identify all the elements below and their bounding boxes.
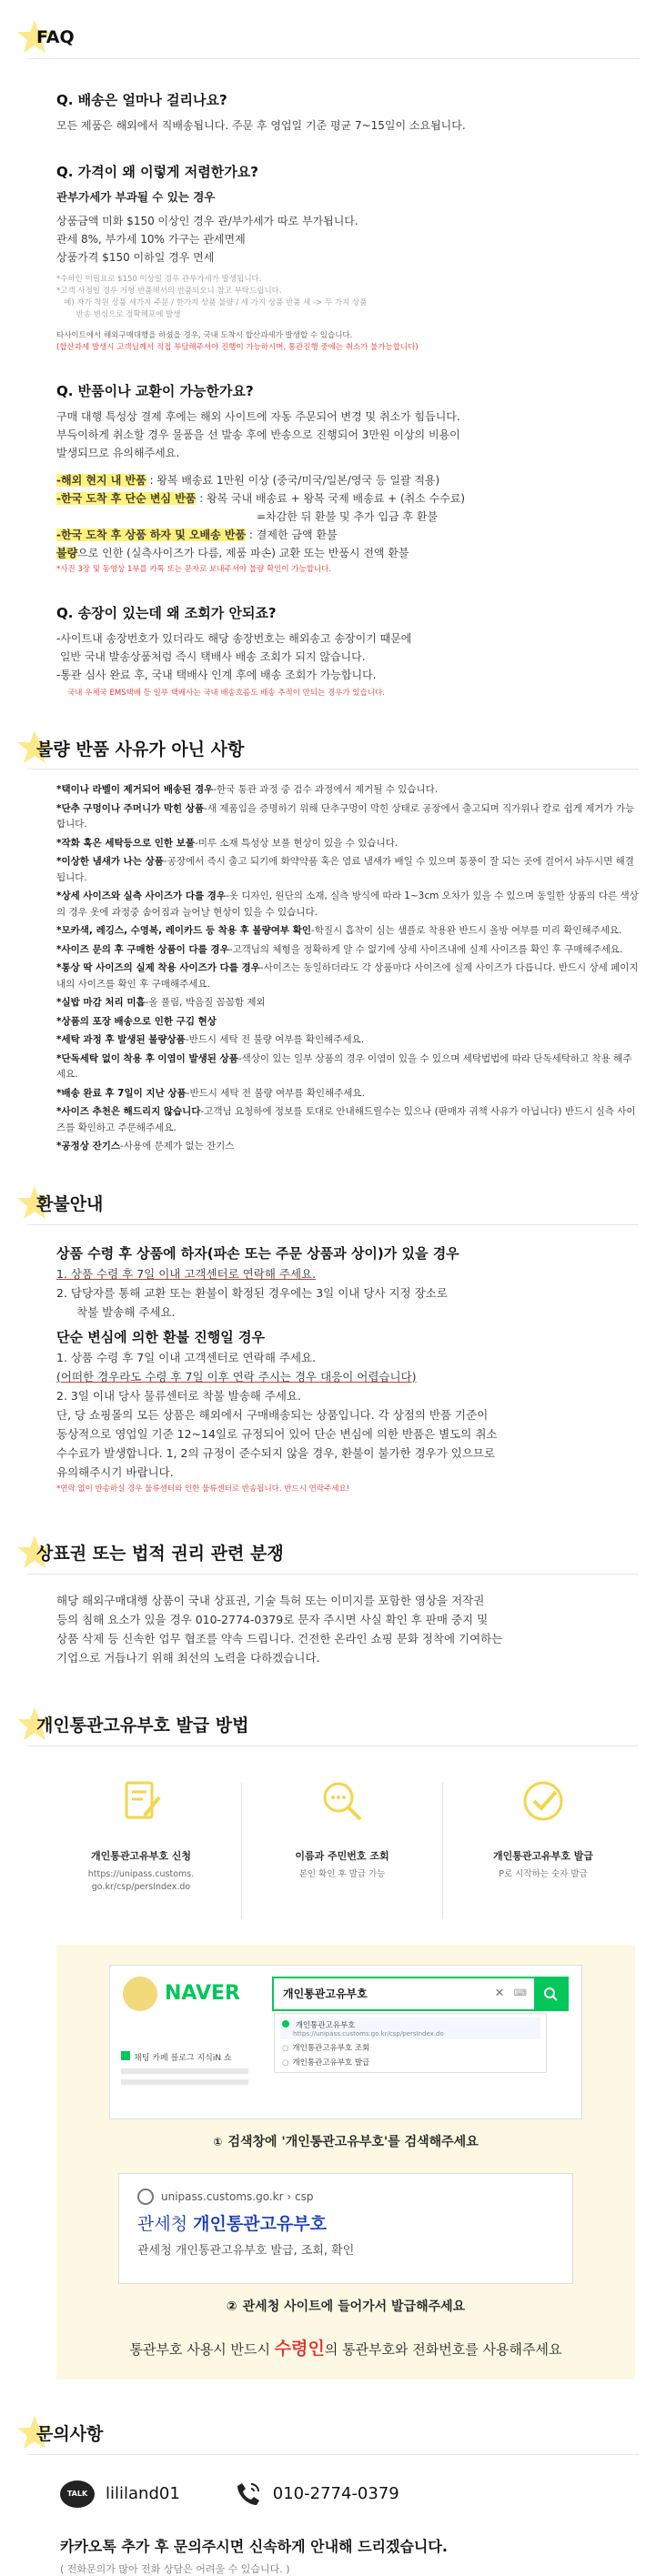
non-refund-list <box>0 770 666 1155</box>
non-refund-item-text: -고객님 요청하에 정보를 토대로 안내해드릴수는 있으나 (판매자 귀책 사유가 아닙니다) 반드시 실측 사이즈를 확인하고 주문해주세요. <box>56 1106 636 1133</box>
non-refund-item <box>56 836 639 852</box>
naver-suggest-item[interactable]: ○ 개인통관고유부호 발급 <box>282 2058 370 2068</box>
customs-step-issue <box>466 1774 621 1919</box>
non-refund-item-title: *이상한 냄새가 나는 상품 <box>56 856 164 867</box>
faq-q3-item: 불량으로 인한 (실측사이즈가 다름, 제품 파손) 교환 또는 반품시 전액 환불 <box>56 547 409 559</box>
guide-step2-caption: ② 관세청 사이트에 들어가서 발급해주세요 <box>226 2299 466 2314</box>
faq-q3-item: -한국 도착 후 상품 하자 및 오배송 반품 : 결제한 금액 환불 <box>56 528 338 541</box>
naver-suggest-item[interactable]: ○ 개인통관고유부호 조회 <box>282 2043 370 2053</box>
unipass-url[interactable]: unipass.customs.go.kr › csp <box>161 2189 314 2203</box>
refund-heading-defect: 상품 수령 후 상품에 하자(파손 또는 주문 상품과 상이)가 있을 경우 <box>56 1244 459 1262</box>
customs-step-sub: go.kr/csp/persIndex.do <box>91 1881 191 1892</box>
refund-header <box>0 1182 666 1224</box>
naver-search-screenshot <box>109 1965 582 2119</box>
non-refund-item <box>56 942 639 959</box>
refund-step: (어떠한 경우라도 수령 후 7일 이후 연락 주시는 경우 대응이 어렵습니다) <box>56 1369 417 1384</box>
contact-title: 문의사항 <box>36 2424 104 2444</box>
non-refund-item-text: -색상이 있는 일부 상품의 경우 이염이 있을 수 있으며 세탁법법에 따라 단독세탁하고 착용 해주세요. <box>56 1052 632 1080</box>
non-refund-item-title: *사이즈 추천은 해드리지 않습니다 <box>56 1106 201 1117</box>
faq-body <box>0 59 666 699</box>
faq-q2-note: *수하인 미필요로 $150 이상일 경우 관부가세가 발생됩니다. <box>56 275 262 284</box>
rights-body <box>0 1575 666 1667</box>
faq-header <box>0 16 666 58</box>
faq-q4-line: -통관 심사 완료 후, 국내 택배사 인계 후에 배송 조회가 가능합니다. <box>56 669 377 681</box>
refund-detail: 동상적으로 영업일 기준 12~14일로 규정되어 있어 단순 변심에 의한 반품은 별도의 취소 <box>56 1426 498 1441</box>
customs-guide <box>56 1945 635 2380</box>
faq-q3-item-sub: =차감한 뒤 환불 및 추가 입금 후 환불 <box>257 510 439 523</box>
refund-heading-change: 단순 변심에 의한 환불 진행일 경우 <box>56 1328 265 1345</box>
non-refund-item-text: -올 풀림, 박음질 꼼꼼함 제외 <box>145 997 266 1008</box>
faq-q3-intro: 구매 대행 특성상 결제 후에는 해외 사이트에 자동 주문되어 변경 및 취소가 힘듭니다. <box>56 410 460 423</box>
non-refund-item-title: *단독세탁 없이 착용 후 이염이 발생된 상품 <box>56 1052 238 1064</box>
naver-suggest-item[interactable]: 개인통관고유부호 https://unipass.customs.go.kr/csp/persIndex.do <box>280 2018 540 2039</box>
non-refund-item-title: *택이나 라벨이 제거되어 배송된 경우 <box>56 784 214 795</box>
non-refund-item-title: *공정상 잔기스 <box>56 1141 121 1152</box>
phone-contact[interactable] <box>235 2480 399 2508</box>
non-refund-item <box>56 961 639 992</box>
unipass-result-screenshot <box>118 2173 573 2284</box>
unipass-desc: 관세청 개인통관고유부호 발급, 조회, 확인 <box>137 2243 355 2258</box>
product-notice-page <box>0 16 666 2575</box>
faq-q3-item: -한국 도착 후 단순 변심 반품 : 왕복 국내 배송료 + 왕복 국제 배송료 + (취소 수수료) <box>56 492 466 505</box>
rights-title: 상표권 또는 법적 권리 관련 분쟁 <box>36 1544 284 1564</box>
refund-step: 2. 담당자를 통해 교환 또는 환불이 확정된 경우에는 3일 이내 당사 지정 장소로 <box>56 1285 448 1300</box>
non-refund-item <box>56 889 639 921</box>
faq-q2-note: *고객 사정일 경우 거형 반품해서의 반품되오니 참고 부탁드립니다. <box>56 287 282 296</box>
non-refund-item <box>56 801 639 833</box>
non-refund-item-text: -고객님의 체형을 정확하게 알 수 없기에 상세 사이즈내에 실제 사이즈를 확인 후 구매해주세요. <box>228 943 623 955</box>
faq-q3-intro: 발생되므로 유의해주세요. <box>56 447 180 459</box>
non-refund-item <box>56 1086 639 1102</box>
refund-step: 2. 3일 이내 당사 물류센터로 착불 발송해 주세요. <box>56 1388 302 1403</box>
naver-tab-bar <box>121 2079 248 2085</box>
non-refund-item <box>56 1014 639 1031</box>
faq-q2-note: 예) 자가 착원 상품 세가지 주문 / 한가지 상품 불량 / 세 가지 상품 반품 세 -> 두 가지 상품 <box>56 298 368 307</box>
non-refund-item-text: -사이즈는 동일하더라도 각 상품마다 사이즈에 실제 사이즈가 다릅니다. 반드시 상세 페이지내의 사이즈를 확인 후 구매해주세요. <box>56 962 639 990</box>
customs-title: 개인통관고유부호 발급 방법 <box>36 1716 249 1736</box>
non-refund-item-text: -반드시 세탁 전 불량 여부를 확인해주세요. <box>185 1034 365 1045</box>
non-refund-item-text: -사용에 문제가 없는 잔기스 <box>120 1141 235 1152</box>
non-refund-item-title: *통상 딱 사이즈의 실제 착용 사이즈가 다를 경우 <box>56 962 260 973</box>
phone-number: 010-2774-0379 <box>272 2484 399 2503</box>
rights-line: 해당 해외구매대행 상품이 국내 상표권, 기술 특허 또는 이미지를 포함한 영상을 저작권 <box>56 1593 485 1607</box>
kakao-talk-icon: TALK <box>60 2480 95 2508</box>
non-refund-item-title: *모카색, 레깅스, 수영복, 레이카드 등 착용 후 불량여부 확인 <box>56 925 311 936</box>
customs-steps <box>0 1746 666 1919</box>
non-refund-item-title: *단추 구멍이나 주머니가 막힌 상품 <box>56 802 205 814</box>
non-refund-item-title: *배송 완료 후 7일이 지난 상품 <box>56 1087 187 1099</box>
non-refund-item <box>56 923 639 940</box>
customs-step-title: 개인통관고유부호 신청 <box>90 1849 192 1862</box>
customs-step-title: 이름과 주민번호 조회 <box>295 1849 389 1862</box>
customs-step-apply <box>64 1774 218 1919</box>
non-refund-title: 불량 반품 사유가 아닌 사항 <box>36 739 245 760</box>
faq-q2-line: 관세 8%, 부가세 10% 가구는 관세면제 <box>56 233 246 246</box>
rights-line: 상품 삭제 등 신속한 업무 협조를 약속 드립니다. 건전한 온라인 쇼핑 문화 정착에 기여하는 <box>56 1631 503 1645</box>
non-refund-item-text: -한국 통관 과정 중 검수 과정에서 제거될 수 있습니다. <box>213 784 439 795</box>
non-refund-item-text: -옷 디자인, 원단의 소재, 실측 방식에 따라 1~3cm 오차가 있을 수 있으며 동일한 상품의 다른 색상의 경우 옷에 과정중 솜어짐과 늘어날 현상이 있을 수 있습니다. <box>56 891 639 918</box>
search-icon: ○ <box>282 2058 289 2068</box>
kakao-id: lililand01 <box>106 2484 180 2503</box>
faq-q4-title: Q. 송장이 있는데 왜 조회가 안되죠? <box>56 605 277 621</box>
customs-step-title: 개인통관고유부호 발급 <box>492 1849 594 1862</box>
faq-q4-line: 일반 국내 발송상품처럼 즉시 택배사 배송 조회가 되지 않습니다. <box>56 650 366 663</box>
contact-line: 카카오톡 추가 후 문의주시면 신속하게 안내해 드리겠습니다. <box>60 2537 448 2555</box>
check-circle-icon <box>516 1774 570 1828</box>
rights-line: 기업으로 거듭나기 위해 최선의 노력을 다하겠습니다. <box>56 1650 320 1665</box>
faq-q4-note: 국내 우체국 EMS택배 등 일부 택배사는 국내 배송흐름도 배송 추적이 안되는 경우가 있습니다. <box>67 689 385 698</box>
non-refund-item <box>56 854 639 886</box>
refund-detail: 수수료가 발생합니다. 1, 2의 규정이 준수되지 않을 경우, 환불이 불가한 경우가 있으므로 <box>56 1445 496 1460</box>
naver-suggest-icon <box>282 2020 289 2028</box>
faq-q3-note: *사진 3장 및 동영상 1부를 카톡 또는 문자로 보내주셔야 불량 확인이 가능합니다. <box>56 565 332 574</box>
phone-icon <box>235 2480 262 2508</box>
faq-q4-line: -사이트내 송장번호가 있더라도 해당 송장번호는 해외송고 송장이기 때문에 <box>56 632 412 645</box>
faq-q3-intro: 부득이하게 취소할 경우 물품을 선 발송 후에 반송으로 진행되어 3만원 이상의 비용이 <box>56 428 460 441</box>
faq-title: FAQ <box>36 27 75 47</box>
divider <box>442 1783 443 1919</box>
kakao-contact[interactable] <box>60 2480 180 2508</box>
non-refund-item-text: -미루 소재 특성상 보풀 현상이 있을 수 있습니다. <box>194 837 399 849</box>
non-refund-item-title: *세탁 과정 후 발생된 불량상품 <box>56 1034 186 1045</box>
contact-header <box>0 2412 666 2454</box>
recipient-highlight: 수령인 <box>274 2338 325 2359</box>
search-icon <box>315 1774 369 1828</box>
guide-step1-caption: ① 검색창에 '개인통관고유부호'를 검색해주세요 <box>213 2134 479 2149</box>
non-refund-item-title: *상품의 포장 배송으로 인한 구김 현상 <box>56 1015 217 1027</box>
naver-search-box[interactable] <box>272 1977 569 2011</box>
naver-search-button[interactable] <box>534 1978 567 2009</box>
naver-mascot-icon <box>123 1977 157 2011</box>
non-refund-item-text: -공장에서 즉시 출고 되기에 화약약품 혹은 염료 냄새가 배일 수 있으며 통풍이 잘 되는 곳에 걸어서 놔두시면 해결됩니다. <box>56 856 634 883</box>
contact-row <box>0 2455 666 2508</box>
customs-step-sub: https://unipass.customs. <box>87 1868 195 1879</box>
faq-q3-item: -해외 현지 내 반품 : 왕복 배송료 1만원 이상 (중국/미국/일본/영국 등 일괄 적용) <box>56 474 440 487</box>
search-icon: ○ <box>282 2043 289 2053</box>
unipass-title[interactable]: 관세청 개인통관고유부호 <box>137 2213 327 2234</box>
faq-q2-title: Q. 가격이 왜 이렇게 저렴한가요? <box>56 164 258 180</box>
refund-detail: 유의해주시기 바랍니다. <box>56 1464 174 1479</box>
naver-search-input[interactable]: 개인통관고유부호 <box>283 1987 368 2000</box>
naver-logo: NAVER <box>165 1982 240 2005</box>
refund-note: *연락 없이 반송하실 경우 물류센터와 인한 물류센터로 반송됩니다. 반드시 연락주세요! <box>56 1484 350 1494</box>
non-refund-item <box>56 995 639 1011</box>
non-refund-item-title: *작화 혹은 세탁등으로 인한 보풀 <box>56 837 195 849</box>
customs-step-sub: P로 시작하는 숫자 발급 <box>499 1868 588 1879</box>
refund-detail: 단, 당 쇼핑몰의 모든 상품은 해외에서 구매배송되는 상품입니다. 각 상점의 반품 기준이 <box>56 1407 489 1422</box>
customs-header <box>0 1704 666 1746</box>
non-refund-item <box>56 1032 639 1049</box>
non-refund-item <box>56 1052 639 1083</box>
naver-suggest-list <box>274 2013 547 2073</box>
faq-q2-notice: 타사이트에서 해외구매대행을 하셨을 경우, 국내 도착시 합산과세가 발생할 수 있습니다. <box>56 331 353 340</box>
search-icon <box>543 1987 558 2001</box>
faq-q2-line: 상품가격 $150 이하일 경우 면세 <box>56 251 215 264</box>
non-refund-item-title: *상세 사이즈와 실측 사이즈가 다를 경우 <box>56 891 227 901</box>
non-refund-item <box>56 782 639 799</box>
globe-icon <box>137 2189 154 2205</box>
document-edit-icon <box>114 1774 168 1828</box>
guide-footer: 통관부호 사용시 반드시 수령인의 통관부호와 전화번호를 사용해주세요 <box>129 2338 562 2359</box>
non-refund-header <box>0 727 666 769</box>
customs-step-sub: 본인 확인 후 발급 가능 <box>298 1868 386 1879</box>
contact-sub: ( 전화문의가 많아 전화 상담은 어려울 수 있습니다. ) <box>60 2562 290 2575</box>
non-refund-item-text: -새 제품임을 증명하기 위해 단추구멍이 막힌 상태로 공장에서 출고되며 직가위나 칼로 쉽게 제거가 가능합니다. <box>56 802 635 830</box>
refund-body <box>0 1225 666 1495</box>
rights-line: 등의 침해 요소가 있을 경우 010-2774-0379로 문자 주시면 사실 확인 후 판매 중지 및 <box>56 1612 489 1626</box>
faq-q2-notice-red: (합산과세 발생시 고객님께서 직접 부담해주셔야 진행이 가능하시며, 통관진행 중에는 취소가 불가능합니다) <box>56 343 419 352</box>
rights-header <box>0 1532 666 1574</box>
refund-step: 착불 발송해 주세요. <box>76 1304 176 1319</box>
naver-tabs[interactable]: 채팅 카페 블로그 지식iN 쇼 <box>121 2051 257 2085</box>
naver-tab-icon <box>121 2051 130 2060</box>
keyboard-icon[interactable]: ⌨ <box>513 1988 527 1998</box>
faq-q1-title: Q. 배송은 얼마나 걸리나요? <box>56 92 227 108</box>
refund-title: 환불안내 <box>36 1194 104 1214</box>
non-refund-item-text: -반드시 세탁 전 불량 여부를 확인해주세요. <box>186 1087 365 1099</box>
faq-q2-line: 상품금액 미화 $150 이상인 경우 관/부가세가 따로 부가됩니다. <box>56 215 358 227</box>
faq-q3-title: Q. 반품이나 교환이 가능한가요? <box>56 383 254 399</box>
non-refund-item-title: *사이즈 문의 후 구매한 상품이 다를 경우 <box>56 943 229 955</box>
non-refund-item <box>56 1104 639 1136</box>
refund-step: 1. 상품 수령 후 7일 이내 고객센터로 연락해 주세요. <box>56 1266 317 1281</box>
faq-q2-note: 반송 변심으로 정확해포에 발생 <box>56 310 181 319</box>
customs-step-lookup <box>265 1774 419 1919</box>
refund-step: 1. 상품 수령 후 7일 이내 고객센터로 연락해 주세요. <box>56 1350 317 1364</box>
naver-tab-bar <box>121 2068 248 2074</box>
faq-q1-answer: 모든 제품은 해외에서 직배송됩니다. 주문 후 영업일 기준 평균 7~15일이 소요됩니다. <box>56 119 466 132</box>
clear-icon[interactable]: ✕ <box>494 1987 505 2000</box>
non-refund-item-text: -학질시 흡착이 심는 샘플로 착용완 반드시 올방 여부를 미리 확인해주세요. <box>311 925 622 936</box>
divider <box>241 1783 242 1919</box>
faq-q2-subtitle: 관부가세가 부과될 수 있는 경우 <box>56 190 216 204</box>
non-refund-item-title: *실밥 마감 처리 미흡 <box>56 997 146 1008</box>
non-refund-item <box>56 1139 639 1155</box>
